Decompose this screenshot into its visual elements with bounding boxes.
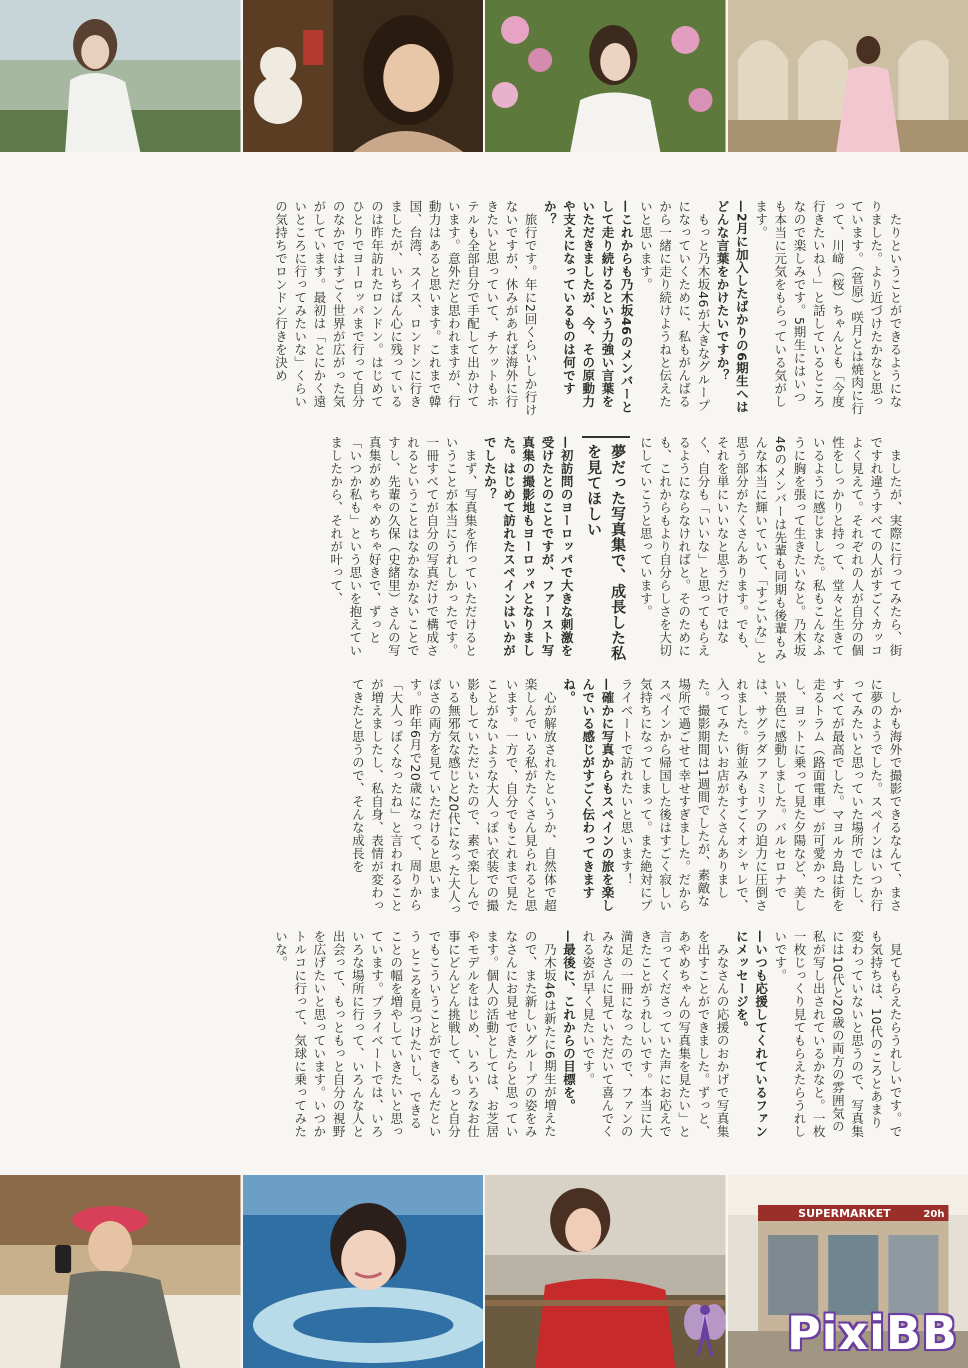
paragraph: 心が解放されたというか、自然体で超楽しんでいる私がたくさん見られると思います。一方で、自分でもこれまで見たことがないような大人っぽい衣装での撮影もしていただいたので、素で楽しんでいる無邪気な感じと20代になった大人っぽさの両方を見ていただけると思います。昨年6月で20歳になって、周りから「大人っぽくなったね」と言われることが増えましたし、私自身、表情が変わってきたと思うので、そんな成長を [350,678,558,916]
paragraph: まず、写真集を作っていただけるということが本当にうれしかったです。一冊すべてが自分の写真だけで構成されるということはなかなかないことですし、先輩の久保（史緒里）さんの写真集がめちゃめちゃ好きで、ずっと「いつか私も」という思いを抱えていましたから、それが叶って、 [328,436,479,657]
paragraph: たりということができるようになりました。より近づけたかなと思っています。（菅原）咲月とは焼肉に行って、川﨑（桜）ちゃんとも「今度行きたいね〜」と話しているところなので楽しみです。5期生にはいつも本当に元気をもらっている気がします。 [753,200,903,415]
storefront-hours: 20h [922,1209,944,1220]
paragraph: 旅行です。年に2回くらいしか行けないですが、休みがあれば海外に行きたいと思っていて、チケットもホテルも全部自分で手配して出かけています。意外だと思われますが、行動力はあると思います。これまで韓国、台湾、スイス、ロンドンに行きましたが、いちばん心に残っているのは昨年訪れたロンドン。はじめてひとりでヨーロッパまで行って自分のなかではすごく世界が広がった気がしています。最初は「とにかく遠いところに行ってみたいな」くらいの気持ちでロンドン行きを決め [273,200,539,416]
section-headline: 夢だった写真集で、成長した私を見てほしい [582,436,630,666]
interview-question: —初訪問のヨーロッパで大きな刺激を受けたとのことですが、ファースト写真集の撮影地もヨーロッパとなりました。はじめて訪れたスペインはいかがでしたか？ [482,436,575,657]
watermark-logo: PixiBB [786,1306,958,1360]
storefront-sign: SUPERMARKET [797,1207,891,1220]
photo-arches-portrait [728,0,968,152]
article-section-3 [60,678,905,918]
interview-question: —いつも応援してくれているファンにメッセージを。 [734,930,769,1138]
photo-flowers-portrait [485,0,728,152]
paragraph: しかも海外で撮影できるなんて、まさに夢のようでした。スペインはいつか行ってみたいと思っていた場所でしたし、すべてが最高でした。マヨルカ島は街を走るトラム（路面電車）が可愛かったし、ヨットに乗って見た夕陽など、美しい景色に感動しました。バルセロナでは、サグラダファミリアの迫力に圧倒されました。街並みもすごくオシャレで、入ってみたいお店がたくさんありました。撮影期間は1週間でしたが、素敵な場所で過ごせて幸せすぎました。だからスペインから帰国した後はすごく寂しい気持ちになってしまって。また絶対にプライベートで訪れたいと思います！ [619,678,903,912]
top-photo-strip [0,0,968,152]
paragraph: もっと乃木坂46が大きなグループになっていくために、私もがんばるから一緒に走り続けようねと伝えたいと思います。 [638,200,711,412]
interview-question: —最後に、これからの目標を。 [561,930,577,1112]
fairy-logo-icon [682,1300,728,1358]
photo-balcony-portrait [0,0,243,152]
photo-pool-float [243,1175,486,1368]
paragraph: 乃木坂46は新たに6期生が増えたので、また新しいグループの姿をみなさんにお見せできたらと思っています。個人の活動としては、お芝居やモデルをはじめ、いろいろなお仕事にどんどん挑戦して、もっと自分でもこういうことができるんだという ところを見つけたいし、できることの幅を増やしていきたいと思っています。プライベートでは、いろいろな場所に行って、いろんな人と出会って、もっともっと自分の視野を広げたいと思っています。いつかトルコに行って、気球に乗ってみたいな。 [273,930,558,1138]
paragraph: みなさんの応援のおかげで写真集を出すことができました。ずっと、あやめちゃんの写真集を見たい」と言ってくださっていた声にお応えできたことがうれしいです。本当に大満足の一冊になったので、ファンのみなさんに見ていただいて喜んでくれる姿が早く見たいです。 [580,930,731,1138]
interview-question: —2月に加入したばかりの6期生へはどんな言葉をかけたいですか？ [715,200,750,414]
article-section-2 [60,436,905,666]
article-section-1 [60,200,905,416]
photo-snowman-portrait [243,0,486,152]
interview-question: —確かに写真からもスペインの旅を楽しんでいる感じがすごく伝わってきますね。 [561,678,615,912]
paragraph: 見てもらえたらうれしいです。でも気持ちは、10代のころとあまり変わっていないと思うので、写真集には10代と20歳の両方の雰囲気の私が写し出されているかなと。一枚一枚じっくり見てもらえたらうれしいです。 [772,930,903,1138]
interview-question: —これからも乃木坂46のメンバーとして走り続けるという力強い言葉をいただきましたが、今、その原動力や支えになっているものは何ですか？ [542,200,635,414]
paragraph: ましたが、実際に行ってみたら、街ですれ違うすべての人がすごくカッコよく見えて。それぞれの人が自分の個性をしっかりと持って、堂々と生きているように感じました。私もこんなふうに胸を張って生きたいなと。乃木坂46のメンバーは先輩も同期も後輩もみんな本当に輝いていて、「すごいな」と思う部分がたくさんあります。でも、それを単にいいなと思うだけではなく、自分も「いいな」と思ってもらえるようにならなければと。そのためにも、これからもより自分らしさを大切にしていこうと思っています。 [638,436,903,664]
article-body [60,200,905,1140]
article-section-4 [60,930,905,1140]
photo-bed-selfie [0,1175,243,1368]
